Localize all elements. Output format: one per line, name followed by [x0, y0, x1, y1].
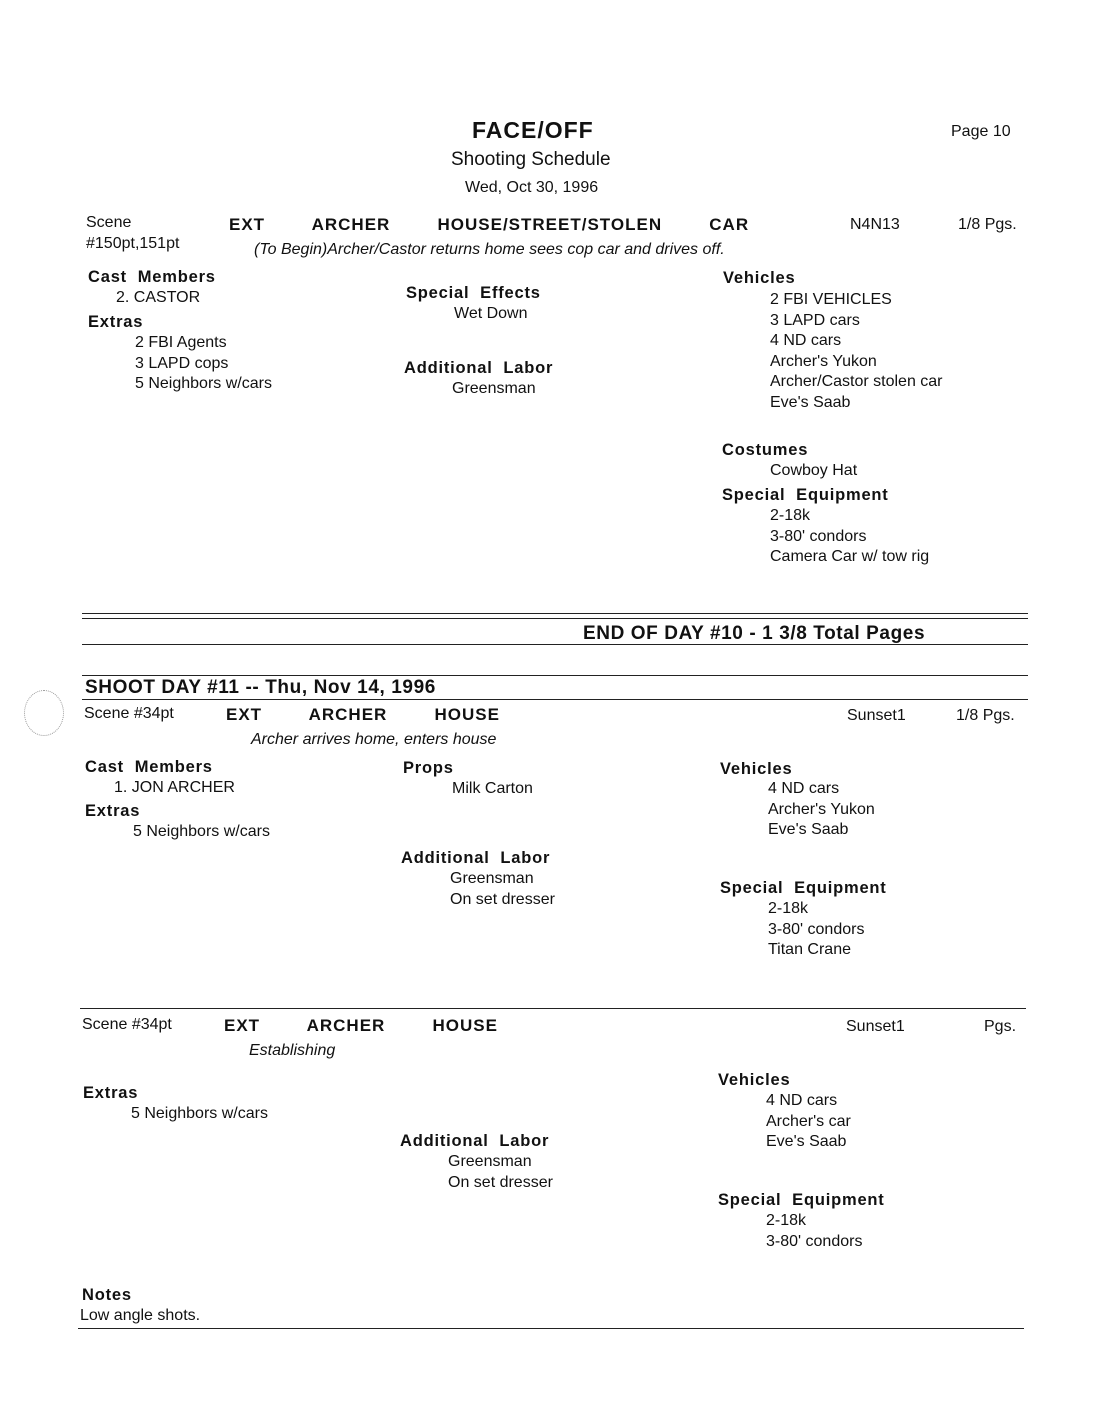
scene-description: (To Begin)Archer/Castor returns home sees cop car and drives off.	[254, 241, 725, 258]
costume-item: Cowboy Hat	[770, 462, 858, 479]
vehicle-item: Archer's Yukon	[770, 352, 877, 370]
scene-description: Archer arrives home, enters house	[251, 731, 497, 748]
additional-labor-heading: Additional Labor	[400, 1132, 550, 1150]
special-effects-item: Wet Down	[454, 305, 528, 322]
extras-item: 2 FBI Agents	[135, 334, 227, 351]
additional-labor-heading: Additional Labor	[404, 359, 554, 377]
scene-pages: Pgs.	[984, 1018, 1017, 1035]
extras-item: 5 Neighbors w/cars	[131, 1105, 268, 1122]
prop-item: Milk Carton	[452, 780, 533, 797]
additional-labor-heading: Additional Labor	[401, 849, 551, 867]
end-of-day-summary: END OF DAY #10 - 1 3/8 Total Pages	[583, 623, 926, 644]
vehicles-heading: Vehicles	[718, 1071, 791, 1089]
binder-hole-mark	[24, 690, 64, 736]
vehicle-item: Archer/Castor stolen car	[770, 373, 943, 391]
vehicle-item: 2 FBI VEHICLES	[770, 291, 892, 308]
costumes-list	[770, 461, 857, 482]
extras-heading: Extras	[83, 1084, 139, 1102]
divider-line	[78, 1328, 1024, 1329]
scene-number: #150pt,151pt	[86, 235, 180, 252]
cast-item: 2. CASTOR	[116, 289, 201, 306]
extras-heading: Extras	[88, 313, 144, 331]
scene-code: N4N13	[850, 216, 900, 233]
scene-code: Sunset1	[847, 707, 906, 724]
extras-heading: Extras	[85, 802, 141, 820]
cast-members-heading: Cast Members	[85, 758, 213, 776]
scene-number: Scene #34pt	[82, 1016, 172, 1033]
vehicles-list	[768, 779, 875, 841]
extras-item: 5 Neighbors w/cars	[135, 375, 272, 393]
extras-list	[135, 333, 272, 395]
document-date: Wed, Oct 30, 1996	[465, 179, 599, 196]
equipment-item: 2-18k	[768, 900, 809, 917]
cast-item: 1. JON ARCHER	[114, 779, 235, 796]
props-list	[452, 779, 533, 800]
vehicles-heading: Vehicles	[720, 760, 793, 778]
special-equipment-heading: Special Equipment	[722, 486, 889, 504]
special-equipment-list	[770, 506, 929, 568]
divider-line	[82, 644, 1028, 645]
extras-list	[133, 822, 270, 843]
additional-labor-item: On set dresser	[450, 890, 555, 908]
special-equipment-heading: Special Equipment	[718, 1191, 885, 1209]
cast-list	[114, 778, 235, 799]
equipment-item: 2-18k	[770, 507, 811, 524]
special-equipment-list	[766, 1211, 862, 1252]
cast-list	[116, 288, 200, 309]
additional-labor-item: Greensman	[452, 380, 536, 397]
notes-heading: Notes	[82, 1286, 132, 1304]
divider-line	[82, 613, 1028, 614]
vehicles-list	[766, 1091, 851, 1153]
divider-line	[80, 1008, 1026, 1009]
scene-heading: EXT ARCHER HOUSE	[226, 705, 500, 724]
document-subtitle: Shooting Schedule	[451, 149, 611, 170]
vehicle-item: Eve's Saab	[768, 821, 849, 839]
vehicle-item: Eve's Saab	[770, 393, 851, 411]
shoot-day-heading: SHOOT DAY #11 -- Thu, Nov 14, 1996	[85, 677, 436, 698]
vehicles-list	[770, 290, 943, 414]
vehicle-item: 3 LAPD cars	[770, 311, 860, 329]
special-equipment-heading: Special Equipment	[720, 879, 887, 897]
scene-pages: 1/8 Pgs.	[958, 216, 1017, 233]
scene-heading: EXT ARCHER HOUSE	[224, 1016, 498, 1035]
special-equipment-list	[768, 899, 864, 961]
additional-labor-list	[450, 869, 555, 910]
scene-heading: EXT ARCHER HOUSE/STREET/STOLEN CAR	[229, 215, 750, 234]
costumes-heading: Costumes	[722, 441, 809, 459]
scene-label: Scene	[86, 214, 132, 231]
equipment-item: 3-80' condors	[768, 920, 865, 938]
extras-item: 5 Neighbors w/cars	[133, 823, 270, 840]
props-heading: Props	[403, 759, 454, 777]
scene-pages: 1/8 Pgs.	[956, 707, 1015, 724]
equipment-item: 2-18k	[766, 1212, 807, 1229]
notes-text: Low angle shots.	[80, 1307, 201, 1324]
divider-line	[82, 675, 1028, 676]
extras-list	[131, 1104, 268, 1125]
cast-members-heading: Cast Members	[88, 268, 216, 286]
divider-line	[82, 699, 1028, 700]
vehicles-heading: Vehicles	[723, 269, 796, 287]
page-number: Page 10	[951, 123, 1011, 140]
additional-labor-item: Greensman	[450, 870, 534, 887]
additional-labor-list	[452, 379, 536, 400]
equipment-item: 3-80' condors	[766, 1232, 863, 1250]
scene-code: Sunset1	[846, 1018, 905, 1035]
divider-line	[82, 618, 1028, 619]
vehicle-item: Eve's Saab	[766, 1133, 847, 1151]
scene-description: Establishing	[249, 1042, 336, 1059]
extras-item: 3 LAPD cops	[135, 354, 229, 372]
additional-labor-item: Greensman	[448, 1153, 532, 1170]
vehicle-item: 4 ND cars	[766, 1092, 838, 1109]
equipment-item: Titan Crane	[768, 941, 851, 959]
additional-labor-item: On set dresser	[448, 1173, 553, 1191]
special-effects-list	[454, 304, 528, 325]
vehicle-item: 4 ND cars	[770, 332, 842, 350]
equipment-item: 3-80' condors	[770, 527, 867, 545]
additional-labor-list	[448, 1152, 553, 1193]
vehicle-item: Archer's Yukon	[768, 800, 875, 818]
equipment-item: Camera Car w/ tow rig	[770, 548, 930, 566]
vehicle-item: 4 ND cars	[768, 780, 840, 797]
special-effects-heading: Special Effects	[406, 284, 541, 302]
vehicle-item: Archer's car	[766, 1112, 851, 1130]
scene-number: Scene #34pt	[84, 705, 174, 722]
document-title: FACE/OFF	[472, 117, 594, 143]
